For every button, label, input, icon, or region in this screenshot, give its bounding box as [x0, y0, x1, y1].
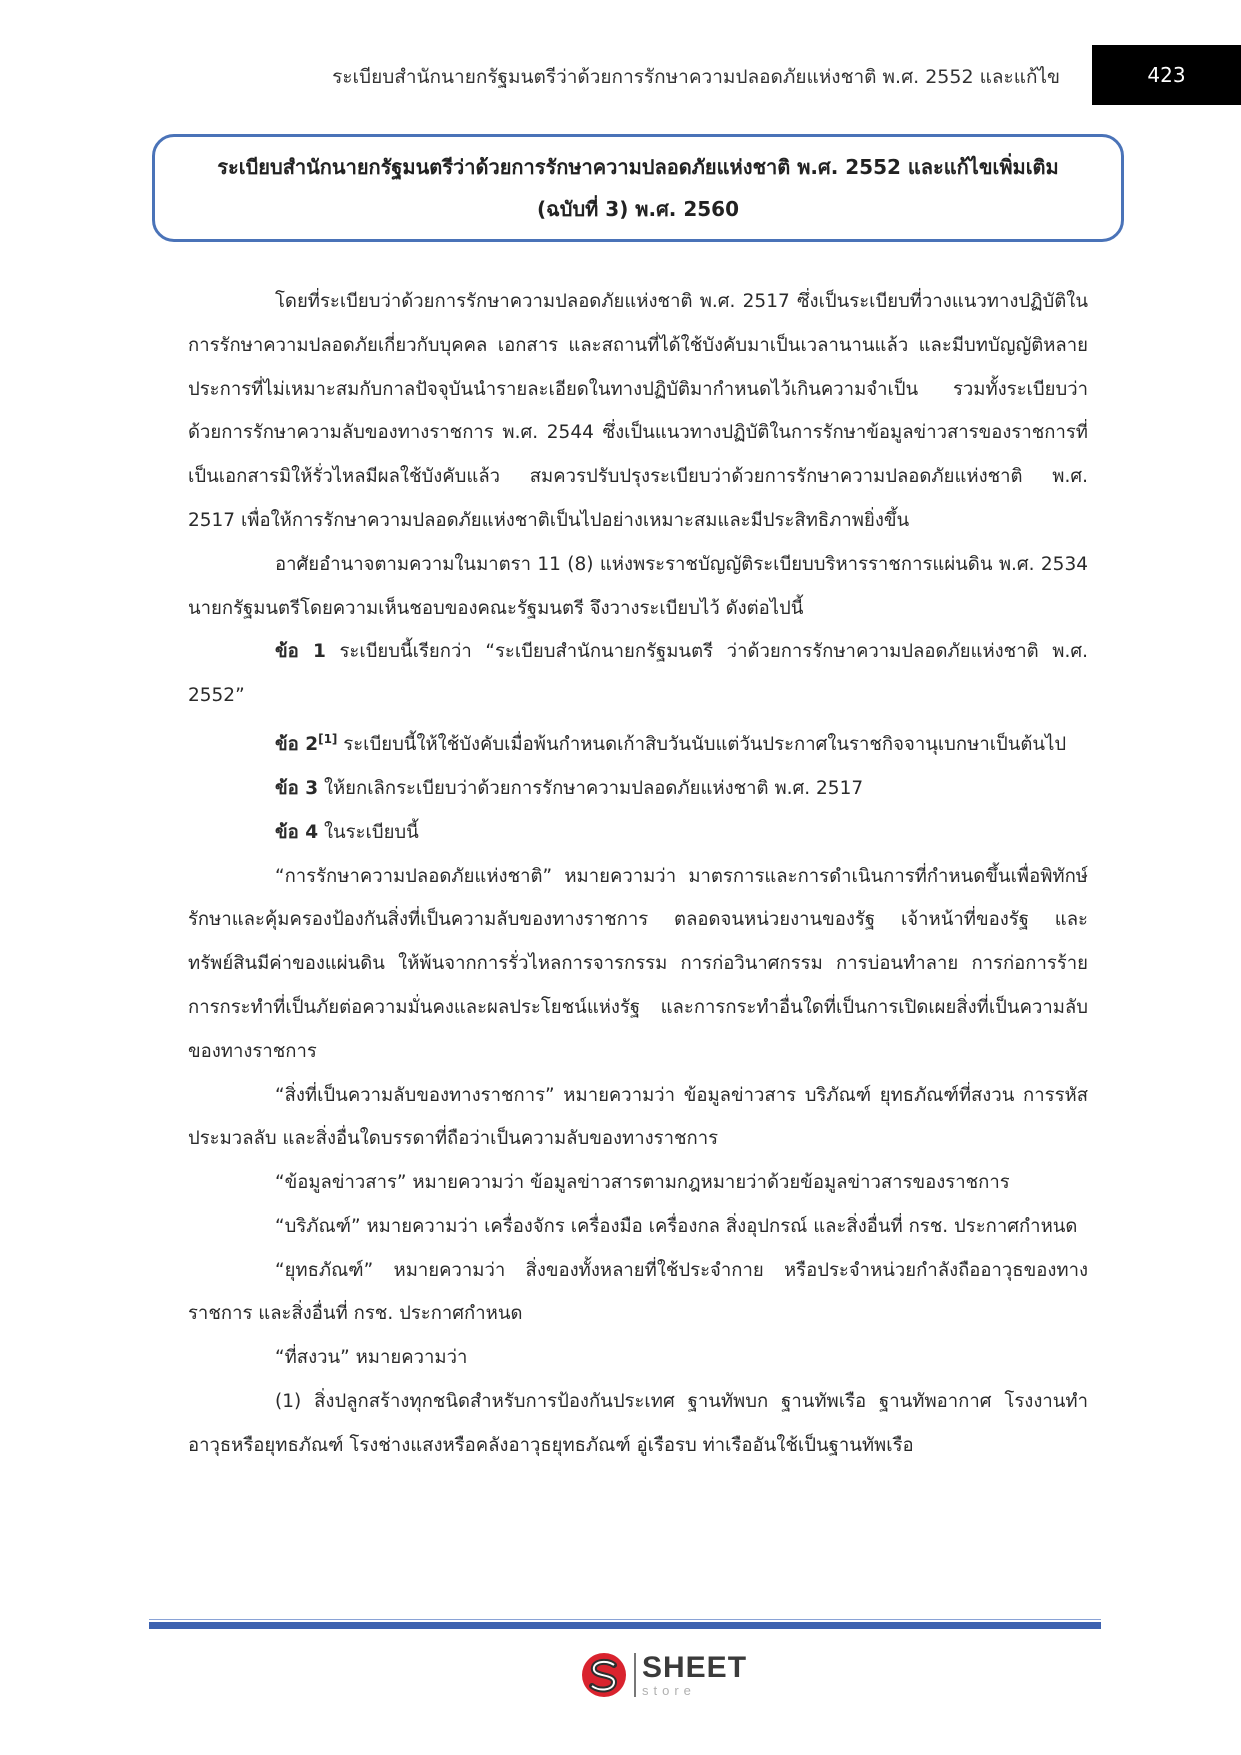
- clause-1: [188, 630, 1088, 718]
- preamble-paragraph: โดยที่ระเบียบว่าด้วยการรักษาความปลอดภัยแห่งชาติ พ.ศ. 2517 ซึ่งเป็นระเบียบที่วางแนวทางปฏิบัติในการรักษาความปลอดภัยเกี่ยวกับบุคคล เอกสาร และสถานที่ได้ใช้บังคับมาเป็นเวลานานแล้ว และมีบทบัญญัติหลายประการที่ไม่เหมาะสมกับกาลปัจจุบันนำรายละเอียดในทางปฏิบัติมากำหนดไว้เกินความจำเป็น รวมทั้งระเบียบว่าด้วยการรักษาความลับของทางราชการ พ.ศ. 2544 ซึ่งเป็นแนวทางปฏิบัติในการรักษาข้อมูลข่าวสารของราชการที่เป็นเอกสารมิให้รั่วไหลมีผลใช้บังคับแล้ว สมควรปรับปรุงระเบียบว่าด้วยการรักษาความปลอดภัยแห่งชาติ พ.ศ. 2517 เพื่อให้การรักษาความปลอดภัยแห่งชาติเป็นไปอย่างเหมาะสมและมีประสิทธิภาพยิ่งขึ้น: [188, 291, 1088, 531]
- clause-3-label: ข้อ 3: [275, 777, 319, 799]
- definition-security: “การรักษาความปลอดภัยแห่งชาติ” หมายความว่า มาตรการและการดำเนินการที่กำหนดขึ้นเพื่อพิทักษ์รักษาและคุ้มครองป้องกันสิ่งที่เป็นความลับของทางราชการ ตลอดจนหน่วยงานของรัฐ เจ้าหน้าที่ของรัฐ และทรัพย์สินมีค่าของแผ่นดิน ให้พ้นจากการรั่วไหลการจารกรรม การก่อวินาศกรรม การบ่อนทำลาย การก่อการร้าย การกระทำที่เป็นภัยต่อความมั่นคงและผลประโยชน์แห่งรัฐ และการกระทำอื่นใดที่เป็นการเปิดเผยสิ่งที่เป็นความลับของทางราชการ: [188, 865, 1088, 1062]
- running-header-title: ระเบียบสำนักนายกรัฐมนตรีว่าด้วยการรักษาความปลอดภัยแห่งชาติ พ.ศ. 2552 และแก้ไข: [332, 66, 1060, 88]
- logo-word: SHEET: [642, 1651, 748, 1684]
- clause-4: [188, 811, 1088, 855]
- logo-text: [642, 1653, 747, 1697]
- clause-2-text: ระเบียบนี้ให้ใช้บังคับเมื่อพ้นกำหนดเก้าสิบวันนับแต่วันประกาศในราชกิจจานุเบกษาเป็นต้นไป: [337, 734, 1067, 756]
- document-body: [188, 280, 1088, 1468]
- title-line-1: ระเบียบสำนักนายกรัฐมนตรีว่าด้วยการรักษาความปลอดภัยแห่งชาติ พ.ศ. 2552 และแก้ไขเพิ่มเติม: [217, 155, 1059, 179]
- definition-reserved-area: “ที่สงวน” หมายความว่า: [275, 1347, 468, 1369]
- page-number: 423: [1092, 45, 1241, 105]
- authority-paragraph: อาศัยอำนาจตามความในมาตรา 11 (8) แห่งพระราชบัญญัติระเบียบบริหารราชการแผ่นดิน พ.ศ. 2534 นายกรัฐมนตรีโดยความเห็นชอบของคณะรัฐมนตรี จึงวางระเบียบไว้ ดังต่อไปนี้: [188, 553, 1088, 619]
- clause-3: [188, 767, 1088, 811]
- clause-2: [188, 718, 1088, 767]
- sheet-store-logo-icon: [578, 1649, 630, 1701]
- definition-equipment: “บริภัณฑ์” หมายความว่า เครื่องจักร เครื่องมือ เครื่องกล สิ่งอุปกรณ์ และสิ่งอื่นที่ กรช. ประกาศกำหนด: [275, 1215, 1078, 1237]
- clause-4-label: ข้อ 4: [275, 821, 319, 843]
- footnote-ref[interactable]: [1]: [318, 731, 338, 746]
- clause-4-text: ในระเบียบนี้: [318, 821, 419, 843]
- clause-1-label: ข้อ 1: [275, 641, 326, 663]
- footer-rule: [149, 1622, 1101, 1629]
- definition-reserved-area-item-1: (1) สิ่งปลูกสร้างทุกชนิดสำหรับการป้องกันประเทศ ฐานทัพบก ฐานทัพเรือ ฐานทัพอากาศ โรงงานทำอาวุธหรือยุทธภัณฑ์ โรงช่างแสงหรือคลังอาวุธยุทธภัณฑ์ อู่เรือรบ ท่าเรืออันใช้เป็นฐานทัพเรือ: [188, 1391, 1088, 1456]
- title-line-2: (ฉบับที่ 3) พ.ศ. 2560: [536, 197, 740, 221]
- clause-2-label: ข้อ 2: [275, 734, 319, 756]
- definition-information: “ข้อมูลข่าวสาร” หมายความว่า ข้อมูลข่าวสารตามกฎหมายว่าด้วยข้อมูลข่าวสารของราชการ: [275, 1172, 1010, 1194]
- definition-secret: “สิ่งที่เป็นความลับของทางราชการ” หมายความว่า ข้อมูลข่าวสาร บริภัณฑ์ ยุทธภัณฑ์ที่สงวน การรหัส ประมวลลับ และสิ่งอื่นใดบรรดาที่ถือว่าเป็นความลับของทางราชการ: [188, 1084, 1088, 1150]
- sheet-store-logo: [578, 1646, 747, 1704]
- definition-munitions: “ยุทธภัณฑ์” หมายความว่า สิ่งของทั้งหลายที่ใช้ประจำกาย หรือประจำหน่วยกำลังถืออาวุธของทางราชการ และสิ่งอื่นที่ กรช. ประกาศกำหนด: [188, 1259, 1088, 1325]
- clause-1-text: ระเบียบนี้เรียกว่า “ระเบียบสำนักนายกรัฐมนตรี ว่าด้วยการรักษาความปลอดภัยแห่งชาติ พ.ศ. 2552”: [188, 641, 1088, 707]
- title-box: [152, 134, 1124, 242]
- clause-3-text: ให้ยกเลิกระเบียบว่าด้วยการรักษาความปลอดภัยแห่งชาติ พ.ศ. 2517: [318, 777, 864, 799]
- logo-subword: store: [642, 1683, 696, 1698]
- logo-divider: [634, 1653, 636, 1697]
